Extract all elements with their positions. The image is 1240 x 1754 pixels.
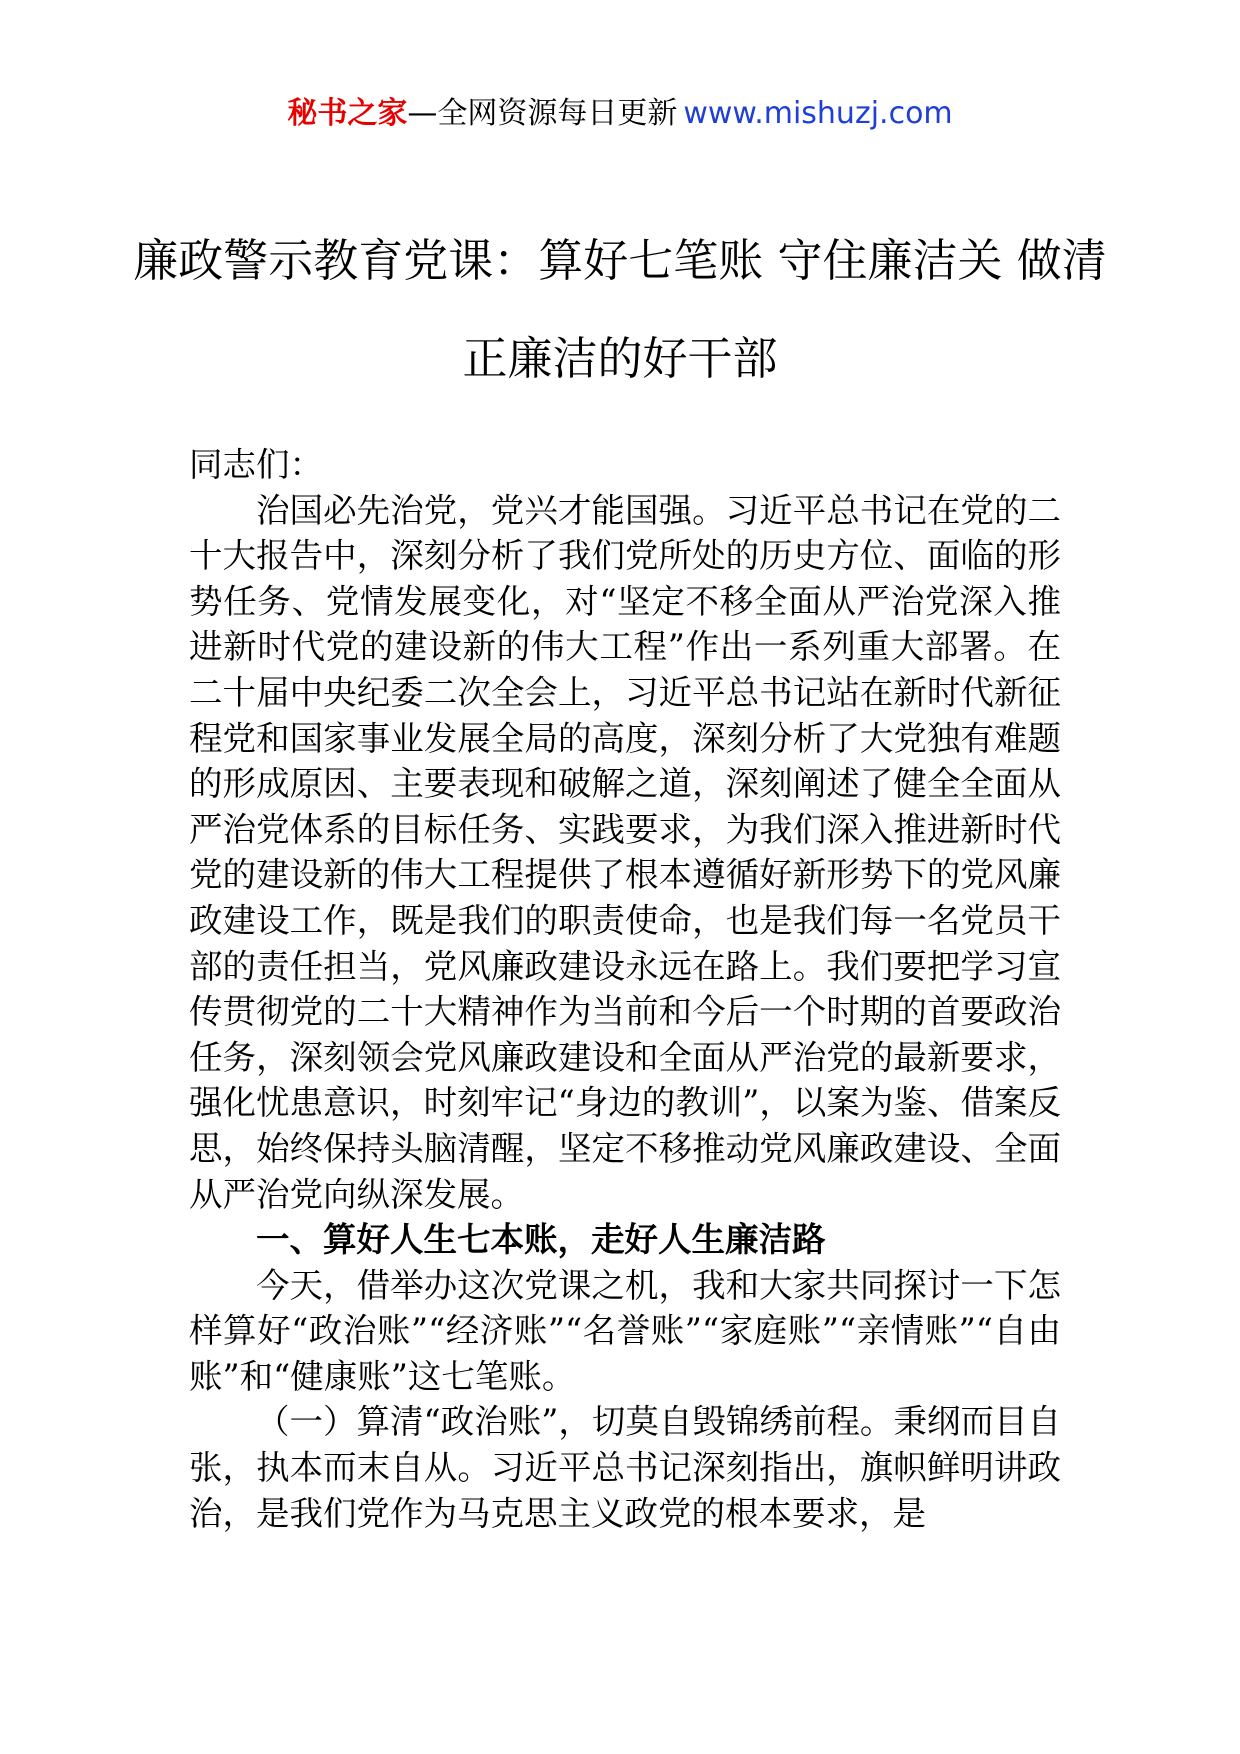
salutation: 同志们：	[189, 445, 323, 484]
document-body	[189, 442, 1061, 1536]
site-brand: 秘书之家	[287, 96, 408, 131]
site-header	[0, 94, 1240, 134]
body-paragraph: 治国必先治党，党兴才能国强。习近平总书记在党的二十大报告中，深刻分析了我们党所处的历史方位、面临的形势任务、党情发展变化，对“坚定不移全面从严治党深入推进新时代党的建设新的伟大工程”作出一系列重大部署。在二十届中央纪委二次全会上，习近平总书记站在新时代新征程党和国家事业发展全局的高度，深刻分析了大党独有难题的形成原因、主要表现和破解之道，深刻阐述了健全全面从严治党体系的目标任务、实践要求，为我们深入推进新时代党的建设新的伟大工程提供了根本遵循好新形势下的党风廉政建设工作，既是我们的职责使命，也是我们每一名党员干部的责任担当，党风廉政建设永远在路上。我们要把学习宣传贯彻党的二十大精神作为当前和今后一个时期的首要政治任务，深刻领会党风廉政建设和全面从严治党的最新要求，强化忧患意识，时刻牢记“身边的教训”，以案为鉴、借案反思，始终保持头脑清醒，坚定不移推动党风廉政建设、全面从严治党向纵深发展。	[189, 490, 1061, 1214]
body-paragraph: （一）算清“政治账”，切莫自毁锦绣前程。秉纲而目自张，执本而末自从。习近平总书记深刻指出，旗帜鲜明讲政治，是我们党作为马克思主义政党的根本要求，是	[189, 1402, 1061, 1533]
document-title: 廉政警示教育党课：算好七笔账 守住廉洁关 做清正廉洁的好干部	[133, 234, 1107, 385]
site-url-link[interactable]: www.mishuzj.com	[683, 96, 953, 131]
section-heading: 一、算好人生七本账，走好人生廉洁路	[256, 1220, 826, 1260]
body-paragraph: 今天，借举办这次党课之机，我和大家共同探讨一下怎样算好“政治账”“经济账”“名誉账”“家庭账”“亲情账”“自由账”和“健康账”这七笔账。	[189, 1265, 1061, 1396]
site-tagline: —全网资源每日更新	[407, 96, 678, 131]
